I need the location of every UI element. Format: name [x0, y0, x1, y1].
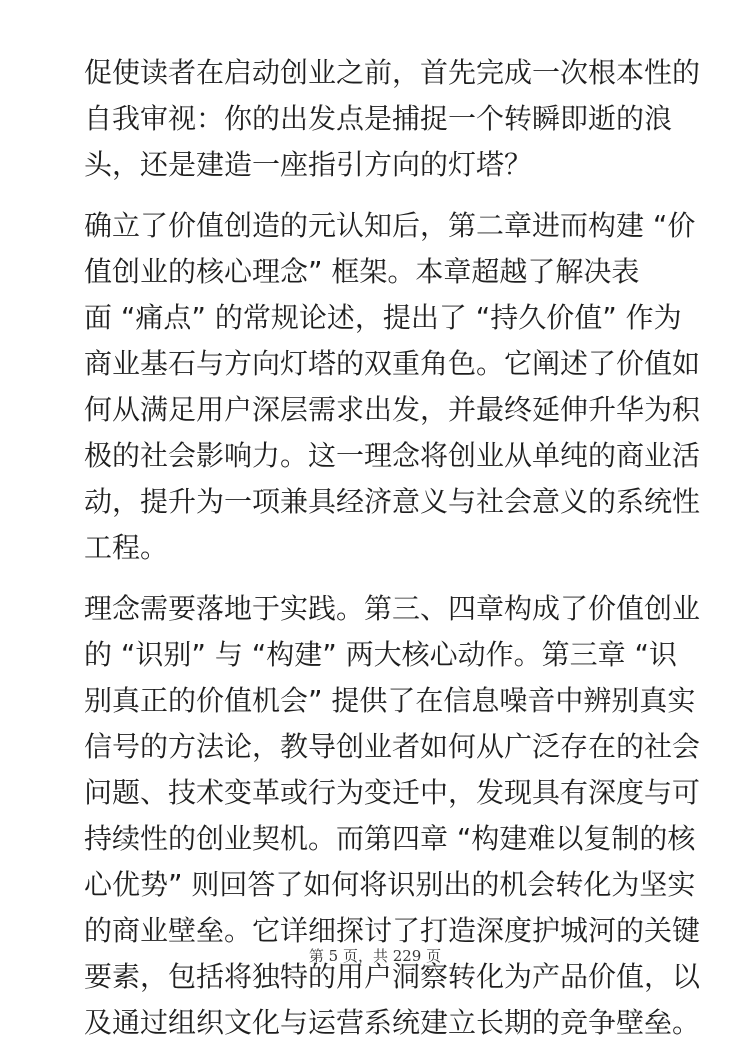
text-line: 的商业壁垒。它详细探讨了打造深度护城河的关键: [84, 914, 701, 947]
text-line: 理念需要落地于实践。第三、四章构成了价值创业: [84, 592, 701, 625]
text-line: 值创业的核心理念” 框架。本章超越了解决表: [84, 255, 640, 288]
paragraph-3: [84, 586, 701, 1046]
text-line: 持续性的创业契机。而第四章 “构建难以复制的核: [84, 822, 696, 855]
text-line: 何从满足用户深层需求出发，并最终延伸升华为积: [84, 393, 701, 426]
text-line: 工程。: [84, 531, 169, 564]
text-line: 促使读者在启动创业之前，首先完成一次根本性的: [84, 56, 701, 89]
text-line: 要素，包括将独特的用户洞察转化为产品价值，以: [84, 960, 701, 993]
text-line: 自我审视：你的出发点是捕捉一个转瞬即逝的浪: [84, 102, 673, 135]
text-line: 极的社会影响力。这一理念将创业从单纯的商业活: [84, 439, 701, 472]
text-line: 及通过组织文化与运营系统建立长期的竞争壁垒。: [84, 1006, 701, 1039]
paragraph-2: [84, 203, 701, 571]
text-line: 动，提升为一项兼具经济意义与社会意义的系统性: [84, 485, 701, 518]
text-line: 别真正的价值机会” 提供了在信息噪音中辨别真实: [84, 684, 696, 717]
text-line: 心优势” 则回答了如何将识别出的机会转化为坚实: [84, 868, 696, 901]
body-text: [84, 50, 701, 1061]
text-line: 信号的方法论，教导创业者如何从广泛存在的社会: [84, 730, 701, 763]
text-line: 问题、技术变革或行为变迁中，发现具有深度与可: [84, 776, 701, 809]
text-line: 面 “痛点” 的常规论述，提出了 “持久价值” 作为: [84, 301, 682, 334]
paragraph-1: [84, 50, 701, 188]
text-line: 的 “识别” 与 “构建” 两大核心动作。第三章 “识: [84, 638, 678, 671]
text-line: 商业基石与方向灯塔的双重角色。它阐述了价值如: [84, 347, 701, 380]
text-line: 确立了价值创造的元认知后，第二章进而构建 “价: [84, 209, 696, 242]
page-number-footer: 第 5 页，共 229 页: [308, 947, 442, 965]
text-line: 头，还是建造一座指引方向的灯塔？: [84, 148, 533, 181]
